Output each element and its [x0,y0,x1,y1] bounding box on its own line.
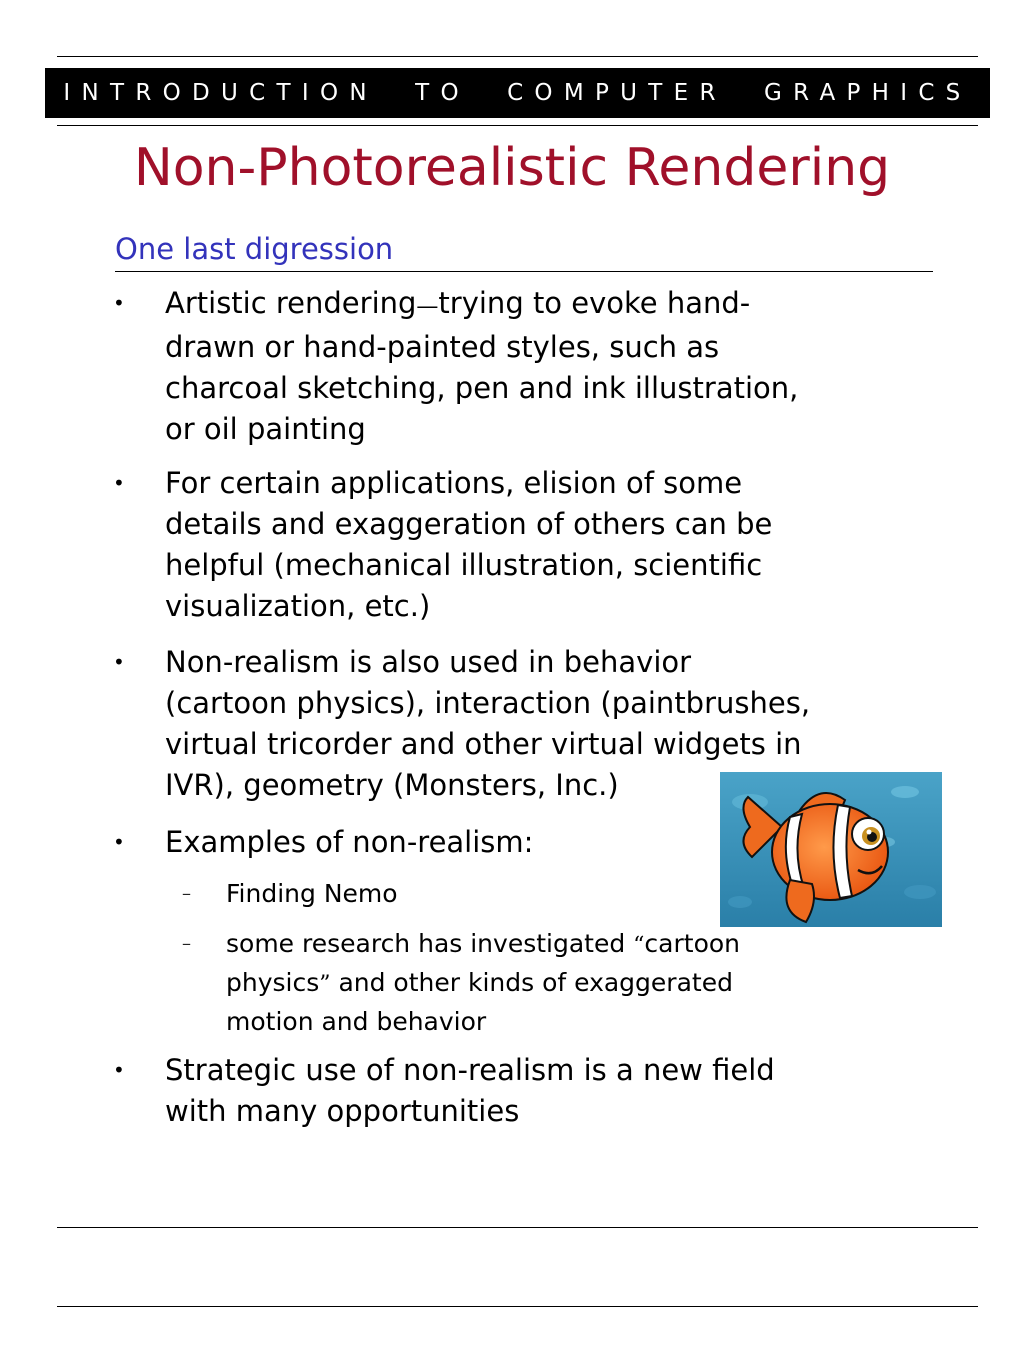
bottom-rule-2 [57,1306,978,1307]
clownfish-image [720,772,942,927]
open-quote: “ [633,933,645,958]
bullet-text: IVR), geometry (Monsters, Inc.) [165,768,619,802]
bullet-text: visualization, etc.) [165,589,431,623]
sub-bullet-text: and other kinds of exaggerated [330,968,733,997]
bullet-text: charcoal sketching, pen and ink illustration, [165,371,799,405]
bullet-marker: • [113,830,125,854]
sub-bullet-marker: – [182,933,191,954]
sub-bullet-text: physics [226,968,320,997]
bullet-1 [113,283,965,450]
subtitle-rule [115,271,933,272]
bullet-text: details and exaggeration of others can be [165,507,773,541]
bullet-text: helpful (mechanical illustration, scientific [165,548,763,582]
bullet-text: with many opportunities [165,1094,520,1128]
bottom-rule-1 [57,1227,978,1228]
sub-bullet-text: some research has investigated [226,929,634,958]
em-dash: — [416,294,439,319]
sub-bullet-marker: – [182,883,191,904]
bullet-text: Strategic use of non-realism is a new field [165,1053,775,1087]
slide-title: Non-Photorealistic Rendering [133,138,891,198]
sub-bullet-text: Finding Nemo [226,879,398,908]
bullet-text: Non-realism is also used in behavior [165,645,692,679]
banner-under-rule [57,125,978,126]
bullet-marker: • [113,291,125,315]
sub-bullet-text: motion and behavior [226,1007,487,1036]
bullet-5 [113,1050,965,1132]
bullet-text: Artistic rendering [165,286,417,320]
bullet-text: Examples of non-realism: [165,825,534,859]
sub-bullet-text: cartoon [644,929,741,958]
bullet-2 [113,463,965,627]
bullet-marker: • [113,471,125,495]
sub-bullet-2 [182,925,886,1040]
bullet-text: drawn or hand-painted styles, such as [165,330,720,364]
bullet-text: or oil painting [165,412,366,446]
bullet-marker: • [113,1058,125,1082]
slide-subtitle: One last digression [115,232,394,266]
bullet-text: virtual tricorder and other virtual widgets in [165,727,802,761]
bullet-text: trying to evoke hand- [438,286,751,320]
top-rule [57,56,978,57]
header-banner: INTRODUCTION TO COMPUTER GRAPHICS [45,68,990,118]
bullet-text: (cartoon physics), interaction (paintbrushes, [165,686,811,720]
bullet-text: For certain applications, elision of some [165,466,743,500]
close-quote: ” [319,972,331,997]
bullet-marker: • [113,650,125,674]
